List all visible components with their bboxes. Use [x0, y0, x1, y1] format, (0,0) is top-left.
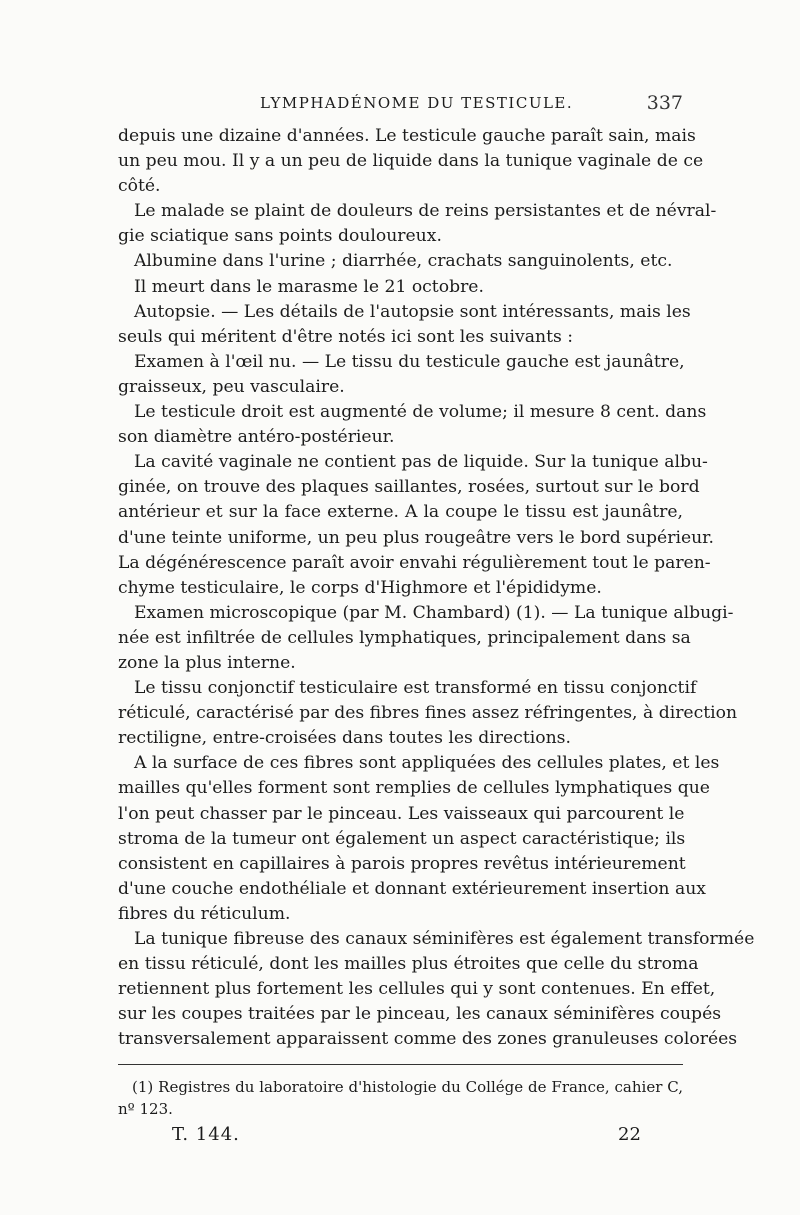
signature-mark: T. 144.	[172, 1124, 240, 1145]
text-line: gie sciatique sans points douloureux.	[118, 226, 442, 247]
text-line: Le testicule droit est augmenté de volume; il mesure 8 cent. dans	[134, 402, 707, 423]
text-line: l'on peut chasser par le pinceau. Les vaisseaux qui parcourent le	[118, 803, 685, 824]
text-line: retiennent plus fortement les cellules qui y sont contenues. En effet,	[118, 979, 716, 1000]
text-line: chyme testiculaire, le corps d'Highmore et l'épididyme.	[118, 577, 602, 598]
text-line: née est infiltrée de cellules lymphatiques, principalement dans sa	[118, 627, 691, 648]
text-line: Le malade se plaint de douleurs de reins persistantes et de névral-	[134, 201, 717, 222]
text-line: zone la plus interne.	[118, 652, 296, 673]
text-line: La dégénérescence paraît avoir envahi régulièrement tout le paren-	[118, 552, 711, 573]
text-line: seuls qui méritent d'être notés ici sont les suivants :	[118, 326, 574, 347]
text-line: mailles qu'elles forment sont remplies de cellules lymphatiques que	[118, 778, 710, 799]
body-text	[118, 124, 755, 1052]
running-header	[118, 92, 683, 118]
text-line: d'une couche endothéliale et donnant extérieurement insertion aux	[118, 878, 706, 899]
footnote-line: nº 123.	[118, 1100, 173, 1118]
text-line: rectiligne, entre-croisées dans toutes les directions.	[118, 728, 571, 749]
text-line: sur les coupes traitées par le pinceau, les canaux séminifères coupés	[118, 1004, 722, 1025]
sheet-number: 22	[618, 1124, 641, 1145]
text-line: Examen microscopique (par M. Chambard) (1). — La tunique albugi-	[134, 602, 734, 623]
text-line: côté.	[118, 176, 161, 197]
running-title: LYMPHADÉNOME DU TESTICULE.	[260, 94, 574, 112]
text-line: Le tissu conjonctif testiculaire est transformé en tissu conjonctif	[134, 678, 697, 699]
text-line: transversalement apparaissent comme des zones granuleuses colorées	[118, 1029, 738, 1050]
text-line: un peu mou. Il y a un peu de liquide dans la tunique vaginale de ce	[118, 151, 704, 172]
footnote-line: (1) Registres du laboratoire d'histologie du Collége de France, cahier C,	[132, 1078, 683, 1096]
text-line: graisseux, peu vasculaire.	[118, 376, 345, 397]
text-line: consistent en capillaires à parois propres revêtus intérieurement	[118, 853, 686, 874]
text-line: son diamètre antéro-postérieur.	[118, 427, 395, 448]
text-line: réticulé, caractérisé par des fibres fines assez réfringentes, à direction	[118, 703, 738, 724]
text-line: La tunique fibreuse des canaux séminifères est également transformée	[134, 929, 755, 949]
footnote	[118, 1076, 683, 1120]
text-line: depuis une dizaine d'années. Le testicule gauche paraît sain, mais	[118, 126, 696, 146]
text-line: La cavité vaginale ne contient pas de liquide. Sur la tunique albu-	[134, 452, 708, 473]
text-line: d'une teinte uniforme, un peu plus rougeâtre vers le bord supérieur.	[118, 527, 714, 548]
text-line: Autopsie. — Les détails de l'autopsie sont intéressants, mais les	[134, 301, 691, 322]
text-line: fibres du réticulum.	[118, 903, 291, 924]
text-line: en tissu réticulé, dont les mailles plus étroites que celle du stroma	[118, 954, 699, 975]
page-number: 337	[646, 92, 683, 114]
text-line: antérieur et sur la face externe. A la coupe le tissu est jaunâtre,	[118, 502, 683, 523]
text-line: ginée, on trouve des plaques saillantes, rosées, surtout sur le bord	[118, 477, 700, 498]
text-line: A la surface de ces fibres sont appliquées des cellules plates, et les	[134, 753, 720, 774]
text-line: Albumine dans l'urine ; diarrhée, crachats sanguinolents, etc.	[134, 251, 673, 272]
text-line: stroma de la tumeur ont également un aspect caractéristique; ils	[118, 828, 686, 849]
text-line: Examen à l'œil nu. — Le tissu du testicule gauche est jaunâtre,	[134, 351, 685, 372]
text-line: Il meurt dans le marasme le 21 octobre.	[134, 276, 484, 297]
footnote-rule	[118, 1064, 683, 1065]
